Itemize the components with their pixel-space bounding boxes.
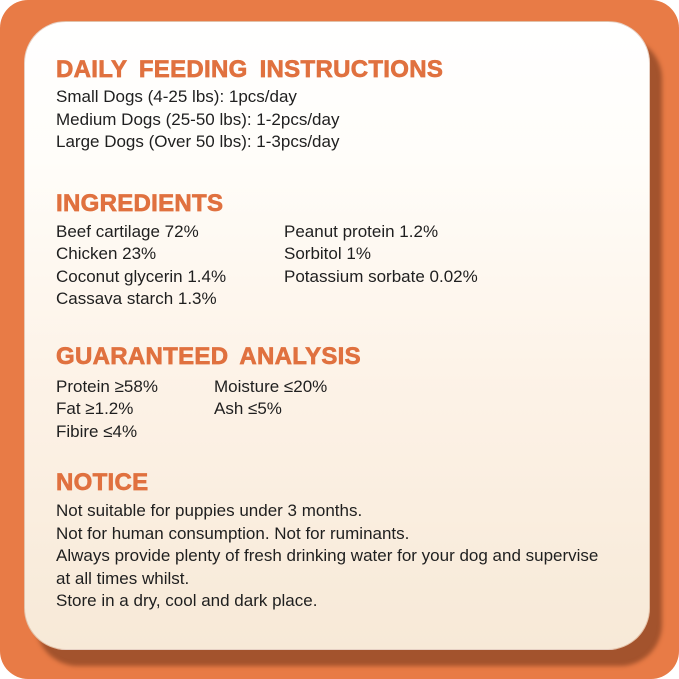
analysis-item: Protein ≥58%: [56, 376, 158, 396]
section-notice: [56, 470, 633, 613]
analysis-item: Moisture ≤20%: [214, 376, 328, 396]
analysis-columns: [56, 376, 633, 444]
info-card: [24, 21, 650, 650]
notice-line: Store in a dry, cool and dark place.: [56, 591, 318, 610]
notice-title: NOTICE: [56, 469, 149, 496]
ingredients-columns: [56, 221, 633, 311]
ingredients-column-left: [56, 221, 284, 311]
section-ingredients: [56, 191, 633, 311]
section-feeding: [56, 57, 633, 154]
section-guaranteed-analysis: [56, 344, 633, 444]
notice-line: Always provide plenty of fresh drinking water for your dog and supervise: [56, 546, 599, 565]
analysis-item: Fibire ≤4%: [56, 421, 138, 441]
analysis-column-right: [214, 376, 327, 421]
notice-line: at all times whilst.: [56, 568, 190, 588]
feeding-lines: [56, 86, 633, 154]
ingredient-item: Peanut protein 1.2%: [284, 221, 439, 241]
analysis-title: GUARANTEED ANALYSIS: [56, 342, 361, 370]
notice-lines: [56, 500, 633, 613]
feeding-line-large: Large Dogs (Over 50 lbs): 1-3pcs/day: [56, 132, 340, 151]
analysis-column-left: [56, 376, 214, 444]
ingredient-item: Potassium sorbate 0.02%: [284, 266, 478, 286]
feeding-title: DAILY FEEDING INSTRUCTIONS: [56, 56, 444, 83]
ingredient-item: Coconut glycerin 1.4%: [56, 266, 227, 286]
ingredient-item: Sorbitol 1%: [284, 244, 371, 263]
ingredients-title: INGREDIENTS: [56, 189, 224, 217]
notice-line: Not for human consumption. Not for ruminants.: [56, 523, 410, 543]
ingredient-item: Beef cartilage 72%: [56, 221, 199, 241]
ingredients-column-right: [284, 221, 478, 289]
feeding-line-small: Small Dogs (4-25 lbs): 1pcs/day: [56, 87, 297, 106]
analysis-item: Ash ≤5%: [214, 399, 282, 418]
feeding-line-medium: Medium Dogs (25-50 lbs): 1-2pcs/day: [56, 109, 340, 129]
analysis-item: Fat ≥1.2%: [56, 399, 134, 418]
card-content: [25, 22, 649, 613]
notice-line: Not suitable for puppies under 3 months.: [56, 501, 363, 520]
ingredient-item: Cassava starch 1.3%: [56, 289, 217, 308]
ingredient-item: Chicken 23%: [56, 244, 157, 263]
